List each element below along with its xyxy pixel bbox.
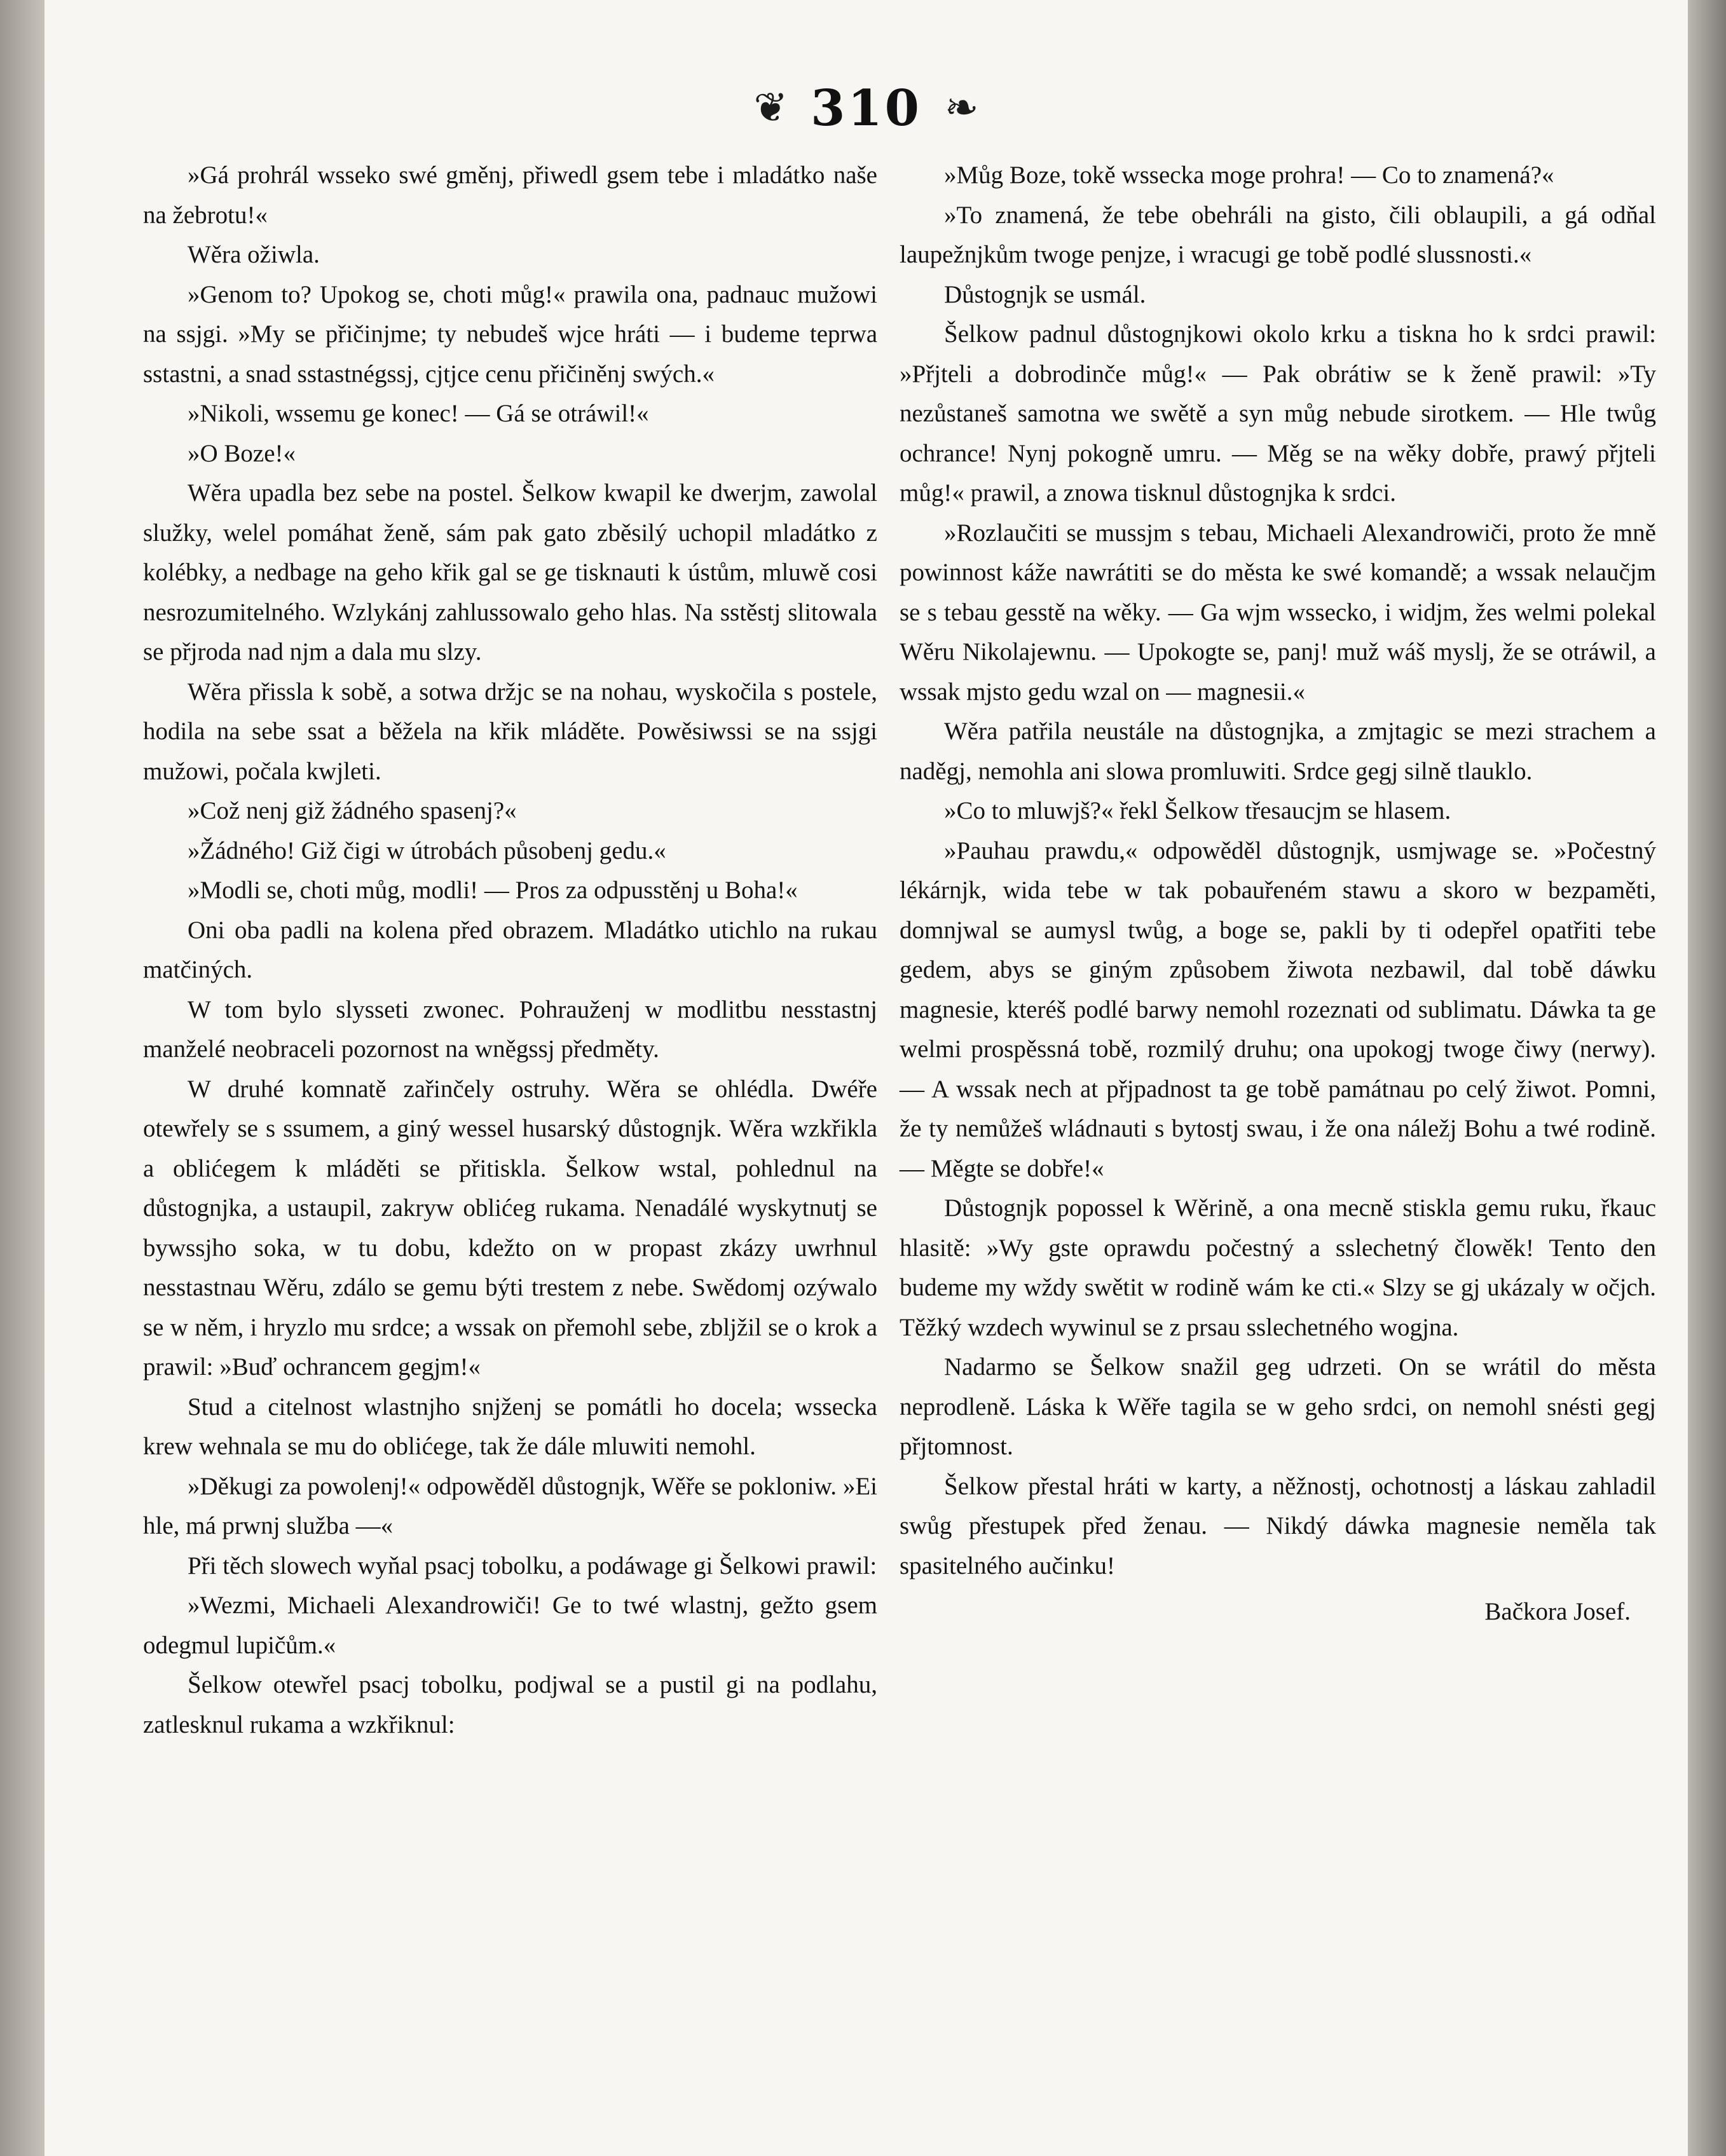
- author-signature: Bačkora Josef.: [1484, 1598, 1631, 1625]
- paragraph: Šelkow otewřel psacj tobolku, podjwal se a pustil gi na podlahu, zatlesknul rukama a wzkřiknul:: [143, 1671, 877, 1738]
- paragraph: »To znamená, že tebe obehráli na gisto, čili oblaupili, a gá odňal laupežnjkům twoge penjze, i wracugi ge tobě podlé slussnosti.«: [900, 201, 1656, 268]
- page-header: [45, 73, 1688, 143]
- paragraph: »Wezmi, Michaeli Alexandrowiči! Ge to twé wlastnj, gežto gsem odegmul lupičům.«: [143, 1592, 877, 1659]
- paragraph: Při těch slowech wyňal psacj tobolku, a podáwage gi Šelkowi prawil:: [188, 1552, 877, 1579]
- paragraph: Wěra ožiwla.: [188, 241, 320, 268]
- paragraph: Oni oba padli na kolena před obrazem. Mladátko utichlo na rukau matčiných.: [143, 916, 877, 983]
- paragraph: W druhé komnatě zařinčely ostruhy. Wěra se ohlédla. Dwéře otewřely se s ssumem, a giný wessel husarský důstognjk. Wěra wzkřikla a oblićegem k mláděti se přitiskla. Šelkow wstal, pohlednul na důstognjka, a ustaupil, zakryw oblićeg rukama. Nenadálé wyskytnutj se bywssjho soka, w tu dobu, kdežto on w propast zkázy uwrhnul nesstastnau Wěru, zdálo se gemu býti trestem z nebe. Swědomj ozýwalo se w něm, i hryzlo mu srdce; a wssak on přemohl sebe, zbljžil se o krok a prawil: »Buď ochrancem gegjm!«: [143, 1075, 877, 1381]
- scan-left-edge: [0, 0, 45, 2156]
- paragraph: »Gá prohrál wsseko swé gměnj, přiwedl gsem tebe i mladátko naše na žebrotu!«: [143, 161, 877, 229]
- right-ornament-icon: ❧: [944, 85, 979, 132]
- paragraph: »Můg Boze, tokě wssecka moge prohra! — Co to znamená?«: [944, 161, 1554, 189]
- book-page: [45, 0, 1688, 2156]
- paragraph: »Pauhau prawdu,« odpowěděl důstognjk, usmjwage se. »Počestný lékárnjk, wida tebe w tak pobauřeném stawu a skoro w bezpaměti, domnjwal se aumysl twůg, a boge se, pakli by ti odepřel opatřiti tebe gedem, abys se giným způsobem žiwota nezbawil, dal tobě dáwku magnesie, kteréš podlé barwy nemohl rozeznati od sublimatu. Dáwka ta ge welmi prospěssná tobě, rozmilý druhu; ona upokogj twoge čiwy (nerwy). — A wssak nech at přjpadnost ta ge tobě památnau po celý žiwot. Pomni, že ty nemůžeš wládnauti s bytostj swau, i že ona náležj Bohu a twé rodině. — Měgte se dobře!«: [900, 836, 1656, 1182]
- paragraph: »Genom to? Upokog se, choti můg!« prawila ona, padnauc mužowi na ssjgi. »My se přičinjme; ty nebudeš wjce hráti — i budeme teprwa sstastni, a snad sstastnégssj, cjtjce cenu přičiněnj swých.«: [143, 280, 877, 388]
- paragraph: Nadarmo se Šelkow snažil geg udrzeti. On se wrátil do města neprodleně. Láska k Wěře tagila se w geho srdci, on nemohl snésti gegj přjtomnost.: [900, 1353, 1656, 1460]
- left-column: [143, 156, 877, 1745]
- left-ornament-icon: ❦: [753, 85, 788, 132]
- paragraph: Šelkow padnul důstognjkowi okolo krku a tiskna ho k srdci prawil: »Přjteli a dobrodinče můg!« — Pak obrátiw se k ženě prawil: »Ty nezůstaneš samotna we swětě a syn můg nebude sirotkem. — Hle twůg ochrance! Nynj pokogně umru. — Měg se na wěky dobře, prawý přjteli můg!« prawil, a znowa tisknul důstognjka k srdci.: [900, 320, 1656, 507]
- paragraph: Wěra patřila neustále na důstognjka, a zmjtagic se mezi strachem a naděgj, nemohla ani slowa promluwiti. Srdce gegj silně tlauklo.: [900, 718, 1656, 785]
- scan-right-edge: [1688, 0, 1726, 2156]
- paragraph: W tom bylo slysseti zwonec. Pohrauženj w modlitbu nesstastnj manželé neobraceli pozornost na wněgssj předměty.: [143, 995, 877, 1063]
- page-number: 310: [811, 79, 922, 137]
- paragraph: »Rozlaučiti se mussjm s tebau, Michaeli Alexandrowiči, proto že mně powinnost káže nawrátiti se do města ke swé komandě; a wssak nelaučjm se s tebau gesstě na wěky. — Ga wjm wssecko, i widjm, žes welmi polekal Wěru Nikolajewnu. — Upokogte se, panj! muž wáš myslj, že se otráwil, a wssak mjsto gedu wzal on — magnesii.«: [900, 519, 1656, 706]
- paragraph: »Žádného! Giž čigi w útrobách působenj gedu.«: [188, 836, 666, 864]
- paragraph: Důstognjk popossel k Wěrině, a ona mecně stiskla gemu ruku, řkauc hlasitě: »Wy gste oprawdu počestný a sslechetný člowěk! Tento den budeme my wždy swětit w rodině wám ke cti.« Slzy se gj ukázaly w očjch. Těžký wzdech wywinul se z prsau sslechetného wogjna.: [900, 1194, 1656, 1341]
- paragraph: »O Boze!«: [188, 439, 296, 467]
- paragraph: »Modli se, choti můg, modli! — Pros za odpusstěnj u Boha!«: [188, 877, 798, 904]
- paragraph: »Nikoli, wssemu ge konec! — Gá se otráwil!«: [188, 400, 649, 427]
- right-column: [900, 156, 1656, 1632]
- paragraph: Stud a citelnost wlastnjho snjženj se pomátli ho docela; wssecka krew wehnala se mu do oblićege, tak že dále mluwiti nemohl.: [143, 1393, 877, 1460]
- paragraph: Šelkow přestal hráti w karty, a něžnostj, ochotnostj a láskau zahladil swůg přestupek před ženau. — Nikdý dáwka magnesie neměla tak spasitelného aučinku!: [900, 1472, 1656, 1579]
- paragraph: »Co to mluwjš?« řekl Šelkow třesaucjm se hlasem.: [944, 797, 1451, 824]
- paragraph: Důstognjk se usmál.: [944, 280, 1146, 308]
- paragraph: Wěra upadla bez sebe na postel. Šelkow kwapil ke dwerjm, zawolal služky, welel pomáhat ženě, sám pak gato zběsilý uchopil mladátko z kolébky, a nedbage na geho křik gal se ge tisknauti k ústům, mluwě cosi nesrozumitelného. Wzlykánj zahlussowalo geho hlas. Na sstěstj slitowala se přjroda nad njm a dala mu slzy.: [143, 479, 877, 665]
- paragraph: Wěra přissla k sobě, a sotwa držjc se na nohau, wyskočila s postele, hodila na sebe ssat a běžela na křik mláděte. Powěsiwssi se na ssjgi mužowi, počala kwjleti.: [143, 678, 877, 785]
- paragraph: »Což nenj giž žádného spasenj?«: [188, 797, 517, 824]
- paragraph: »Děkugi za powolenj!« odpowěděl důstognjk, Wěře se pokloniw. »Ei hle, má prwnj služba —«: [143, 1472, 877, 1539]
